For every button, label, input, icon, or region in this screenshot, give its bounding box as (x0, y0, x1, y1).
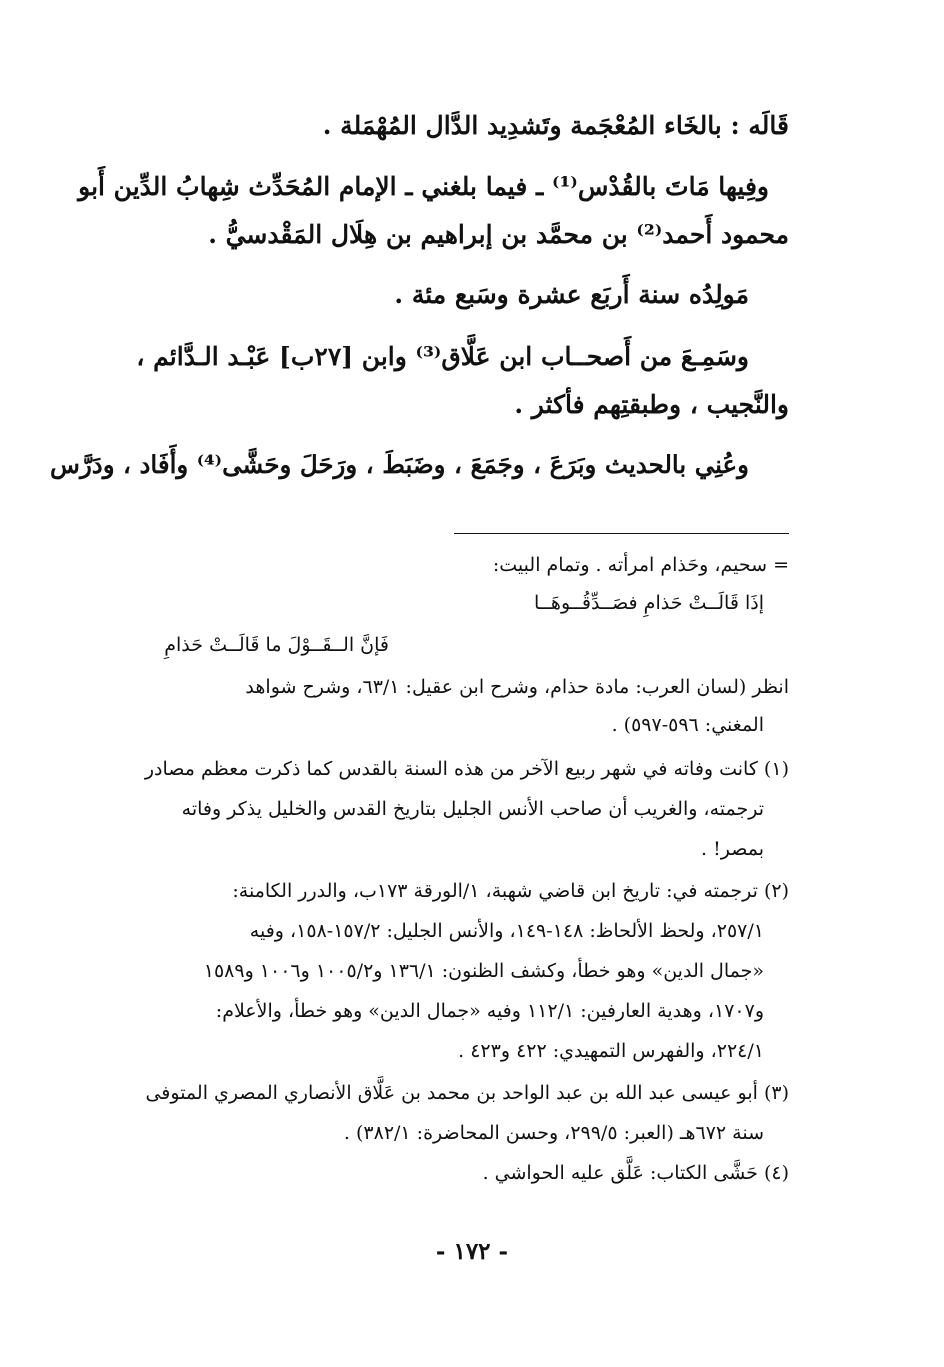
main-text-line: وسَمِـعَ من أَصحــاب ابن عَلَّاق⁽³⁾ وابن [٢٧ب] عَبْـد الـدَّائم ، (136, 342, 749, 371)
footnote-continuation: انظر (لسان العرب: مادة حذام، وشرح ابن عقيل: ٦٣/١، وشرح شواهد (245, 676, 789, 698)
footnote-2: ٢٥٧/١، ولحظ الألحاظ: ١٤٨-١٤٩، والأنس الجليل: ١٥٧/٢-١٥٨، وفيه (249, 920, 764, 942)
verse-line: إذَا قَالَــتْ حَذامِ فصَــدِّقُــوهَــا (534, 592, 764, 614)
main-text-line: مَولِدُه سنة أَربَع عشرة وسَبع مئة . (394, 280, 749, 309)
main-text-line: وعُنِي بالحديث وبَرَعَ ، وجَمَعَ ، وضَبَطَ ، ورَحَلَ وحَشَّى⁽⁴⁾ وأَفَاد ، ودَرَّس (50, 450, 749, 479)
main-text-line: قَالَه : بالخَاء المُعْجَمة وتَشدِيد الدَّال المُهْمَلة . (322, 111, 789, 140)
footnote-2: ٢٢٤/١، والفهرس التمهيدي: ٤٢٢ و٤٢٣ . (458, 1040, 764, 1062)
footnote-divider (454, 533, 789, 534)
main-text-line: محمود أَحمد⁽²⁾ بن محمَّد بن إبراهيم بن هِلَال المَقْدسيُّ . (208, 220, 789, 249)
main-text-line: وفِيها مَاتَ بالقُدْس⁽¹⁾ ـ فيما بلغني ـ الإمام المُحَدِّث شِهابُ الدِّين أَبو (78, 172, 769, 201)
page-number: - ١٧٢ - (435, 1238, 509, 1265)
footnote-2: (٢) ترجمته في: تاريخ ابن قاضي شهبة، ١/الورقة ١٧٣ب، والدرر الكامنة: (232, 880, 789, 902)
footnote-3: (٣) أبو عيسى عبد الله بن عبد الواحد بن محمد بن عَلَّاق الأنصاري المصري المتوفى (145, 1082, 789, 1104)
footnote-1: بمصر! . (701, 838, 764, 860)
verse-line: فَإنَّ الــقَــوْلَ ما قَالَــتْ حَذامِ (164, 634, 389, 656)
main-text-line: والنَّجيب ، وطبقتِهم فأكثر . (514, 390, 789, 419)
footnote-2: «جمال الدين» وهو خطأ، وكشف الظنون: ١٣٦/١ و١٠٠٥/٢ و١٠٠٦ و١٥٨٩ (203, 960, 764, 982)
footnote-1: (١) كانت وفاته في شهر ربيع الآخر من هذه السنة بالقدس كما ذكرت معظم مصادر (144, 758, 789, 780)
footnote-continuation: = سحيم، وحَذام امرأته . وتمام البيت: (492, 554, 789, 576)
footnote-continuation: المغني: ٥٩٦-٥٩٧) . (611, 714, 764, 736)
footnote-1: ترجمته، والغريب أن صاحب الأنس الجليل بتاريخ القدس والخليل يذكر وفاته (181, 798, 764, 820)
footnote-3: سنة ٦٧٢هـ (العبر: ٢٩٩/٥، وحسن المحاضرة: ٣٨٢/١) . (343, 1122, 764, 1144)
footnote-2: و١٧٠٧، وهدية العارفين: ١١٢/١ وفيه «جمال الدين» وهو خطأ، والأعلام: (215, 1000, 764, 1022)
footnote-4: (٤) حَشَّى الكتاب: عَلَّق عليه الحواشي . (482, 1162, 789, 1184)
